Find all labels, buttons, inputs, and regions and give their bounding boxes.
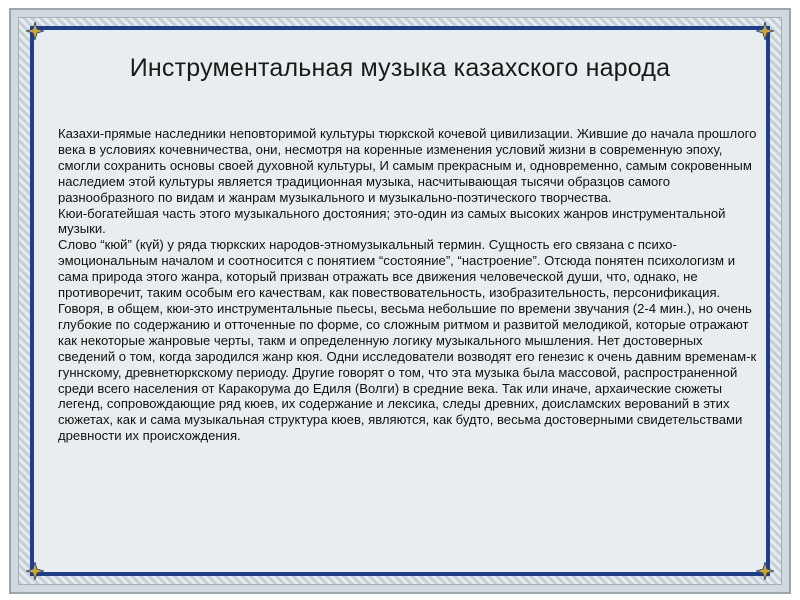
corner-ornament-icon (26, 562, 44, 580)
corner-ornament-icon (26, 22, 44, 40)
paragraph-kui: Кюи-богатейшая часть этого музыкального достояния; это-один из самых высоких жанров инструментальной музыки. (58, 205, 726, 237)
paragraph-kui-term: Слово “кюй” (күй) у ряда тюркских народов-этномузыкальный термин. Сущность его связана с психо-эмоциональным началом и соотносится с понятием “состояние”, “настроение”. Отсюда понятен психологизм и сама природа этого жанра, который призван отражать все движения человеческой души, что, однако, не противоречит, таким особым его качествам, как повествовательность, изобразительность, персонификация. Говоря, в общем, кюи-это инструментальные пьесы, весьма небольшие по времени звучания (2-4 мин.), но очень глубокие по содержанию и отточенные по форме, со сложным ритмом и развитой мелодикой, которые отражают как некоторые жанровые черты, такм и определенную логику музыкального мышления. Нет достоверных сведений о том, когда зародился жанр кюя. Одни исследователи возводят его генезис к очень давним временам-к гуннскому, древнетюркскому периоду. Другие говорят о том, что эта музыка была массовой, распространенной среди всего населения от Каракорума до Едиля (Волги) в средние века. Так или иначе, архаические сюжеты легенд, сопровождающие ряд кюев, их содержание и лексика, следы древних, доисламских верований в этих сюжетах, как и сама музыкальная структура кюев, являются, как будто, весьма достоверными свидетельствами древности их происхождения. (58, 237, 757, 444)
slide-body-text (58, 126, 758, 444)
slide-title: Инструментальная музыка казахского народа (129, 54, 671, 82)
paragraph-intro: Казахи-прямые наследники неповторимой культуры тюркской кочевой цивилизации. Жившие до начала прошлого века в условиях кочевничества, они, несмотря на коренные изменения условий жизни в современную эпоху, смогли сохранить основы своей духовной культуры, И самым прекрасным и, одновременно, самым сокровенным наследием этой культуры является традиционная музыка, насчитывающая тысячи образцов самого разнообразного по видам и жанрам музыкального и музыкально-поэтического творчества. (58, 126, 757, 205)
corner-ornament-icon (756, 22, 774, 40)
corner-ornament-icon (756, 562, 774, 580)
